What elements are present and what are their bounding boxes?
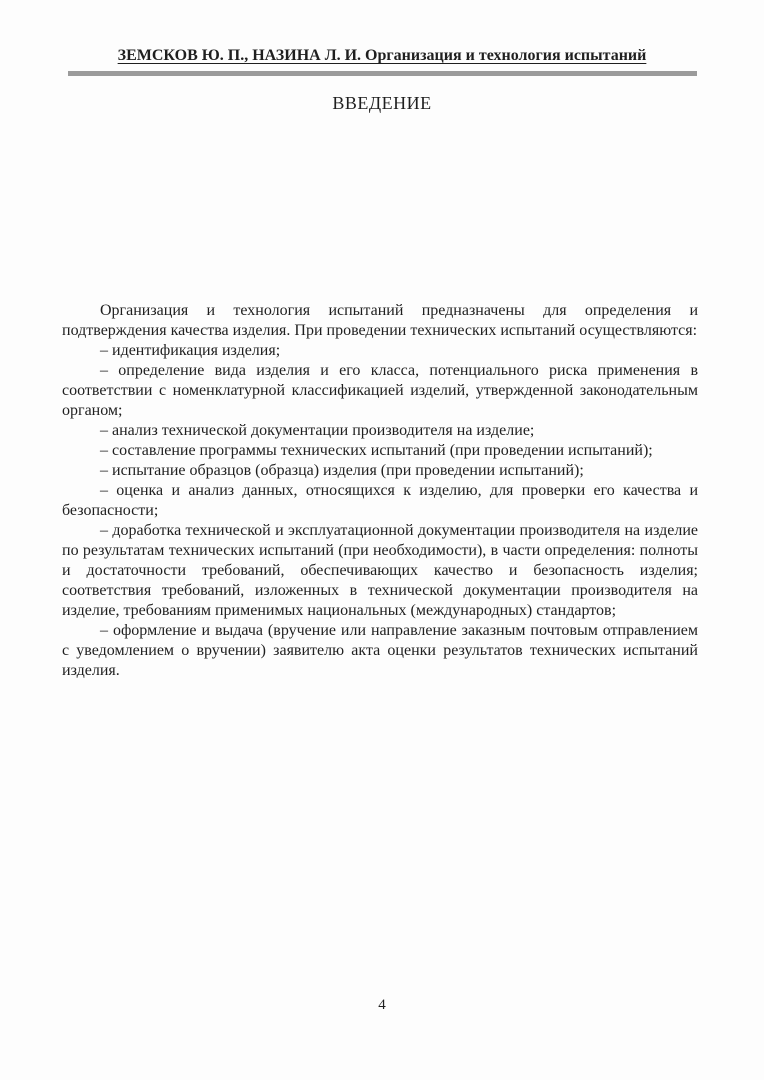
- header-rule-divider: [68, 71, 697, 76]
- paragraph: – составление программы технических испытаний (при проведении испытаний);: [100, 442, 653, 459]
- paragraph: – идентификация изделия;: [100, 342, 281, 359]
- body-text: [62, 301, 698, 681]
- paragraph: – определение вида изделия и его класса, потенциального риска применения в соответствии с номенклатурной классификацией изделий, утвержденной законодательным органом;: [62, 362, 698, 419]
- paragraph: – оценка и анализ данных, относящихся к изделию, для проверки его качества и безопасности;: [62, 482, 698, 519]
- page-title: ВВЕДЕНИЕ: [332, 93, 432, 113]
- paragraph: – анализ технической документации производителя на изделие;: [100, 422, 535, 439]
- paragraph: – оформление и выдача (вручение или направление заказным почтовым отправлением с уведомлением о вручении) заявителю акта оценки результатов технических испытаний изделия.: [62, 622, 698, 679]
- running-header: ЗЕМСКОВ Ю. П., НАЗИНА Л. И. Организация и технология испытаний: [117, 47, 647, 64]
- paragraph: – испытание образцов (образца) изделия (при проведении испытаний);: [100, 462, 584, 479]
- paragraph: Организация и технология испытаний предназначены для определения и подтверждения качества изделия. При проведении технических испытаний осуществляются:: [62, 302, 698, 339]
- page-number: 4: [378, 997, 386, 1013]
- paragraph: – доработка технической и эксплуатационной документации производителя на изделие по результатам технических испытаний (при необходимости), в части определения: полноты и достаточности требований, обеспечивающих качество и безопасность изделия; соответствия требований, изложенных в технической документации производителя на изделие, требованиям применимых национальных (международных) стандартов;: [62, 522, 698, 619]
